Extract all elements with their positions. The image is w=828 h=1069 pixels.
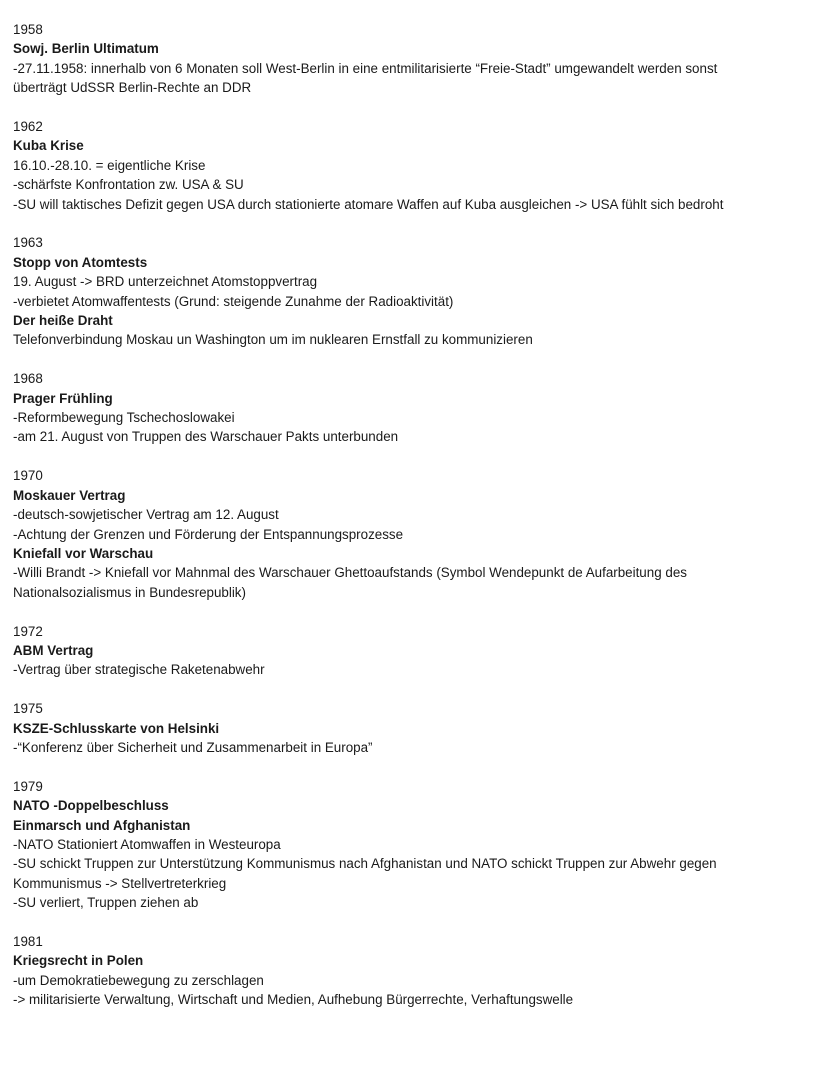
topic-title: Stopp von Atomtests	[13, 254, 148, 270]
timeline-entry	[13, 233, 813, 349]
topic-text-line: 19. August -> BRD unterzeichnet Atomstoppvertrag	[13, 274, 318, 290]
topic-text-line: -deutsch-sowjetischer Vertrag am 12. August	[13, 507, 279, 523]
entry-year: 1970	[13, 468, 43, 484]
topic-text-line: -am 21. August von Truppen des Warschauer Pakts unterbunden	[13, 429, 399, 445]
topic-title: Der heiße Draht	[13, 313, 113, 329]
topic-text-line: -SU will taktisches Defizit gegen USA durch stationierte atomare Waffen auf Kuba ausgleichen -> USA fühlt sich bedroht	[13, 196, 724, 212]
topic-text-line: Kommunismus -> Stellvertreterkrieg	[13, 875, 227, 891]
topic-title: ABM Vertrag	[13, 642, 94, 658]
entry-year: 1975	[13, 701, 43, 717]
topic-title: NATO -Doppelbeschluss	[13, 798, 169, 814]
entry-year: 1981	[13, 933, 43, 949]
timeline-entry	[13, 20, 813, 98]
topic-text-line: -SU schickt Truppen zur Unterstützung Kommunismus nach Afghanistan und NATO schickt Truppen zur Abwehr gegen	[13, 856, 717, 872]
topic-text-line: -SU verliert, Truppen ziehen ab	[13, 895, 199, 911]
topic-text-line: -NATO Stationiert Atomwaffen in Westeuropa	[13, 836, 281, 852]
timeline-entry	[13, 777, 813, 913]
topic-text-line: -um Demokratiebewegung zu zerschlagen	[13, 972, 264, 988]
topic-text-line: -> militarisierte Verwaltung, Wirtschaft und Medien, Aufhebung Bürgerrechte, Verhaftungswelle	[13, 992, 574, 1008]
entry-year: 1979	[13, 778, 43, 794]
timeline-entry	[13, 932, 813, 1010]
entry-year: 1962	[13, 119, 43, 135]
topic-text-line: Nationalsozialismus in Bundesrepublik)	[13, 584, 246, 600]
topic-title: Einmarsch und Afghanistan	[13, 817, 191, 833]
topic-text-line: überträgt UdSSR Berlin-Rechte an DDR	[13, 80, 252, 96]
topic-title: Moskauer Vertrag	[13, 487, 126, 503]
timeline-entry	[13, 117, 813, 214]
topic-text-line: -Reformbewegung Tschechoslowakei	[13, 410, 235, 426]
topic-title: Sowj. Berlin Ultimatum	[13, 41, 159, 57]
entry-year: 1972	[13, 623, 43, 639]
topic-title: KSZE-Schlusskarte von Helsinki	[13, 720, 220, 736]
timeline-entry	[13, 369, 813, 447]
topic-title: Kriegsrecht in Polen	[13, 953, 144, 969]
topic-text-line: -schärfste Konfrontation zw. USA & SU	[13, 177, 244, 193]
entry-year: 1958	[13, 22, 43, 37]
topic-text-line: -Achtung der Grenzen und Förderung der Entspannungsprozesse	[13, 526, 404, 542]
topic-text-line: Telefonverbindung Moskau un Washington um im nuklearen Ernstfall zu kommunizieren	[13, 332, 533, 348]
timeline-entry	[13, 622, 813, 680]
topic-text-line: 16.10.-28.10. = eigentliche Krise	[13, 157, 206, 173]
topic-text-line: -Willi Brandt -> Kniefall vor Mahnmal des Warschauer Ghettoaufstands (Symbol Wendepunkt de Aufarbeitung des	[13, 565, 687, 581]
timeline-entry	[13, 466, 813, 602]
topic-title: Prager Frühling	[13, 390, 113, 406]
entry-year: 1968	[13, 371, 43, 387]
timeline-entry	[13, 699, 813, 757]
topic-text-line: -Vertrag über strategische Raketenabwehr	[13, 662, 265, 678]
topic-text-line: -“Konferenz über Sicherheit und Zusammenarbeit in Europa”	[13, 739, 373, 755]
entry-year: 1963	[13, 235, 43, 251]
topic-title: Kuba Krise	[13, 138, 84, 154]
topic-text-line: -27.11.1958: innerhalb von 6 Monaten soll West-Berlin in eine entmilitarisierte “Freie-Stadt” umgewandelt werden sonst	[13, 60, 718, 76]
topic-text-line: -verbietet Atomwaffentests (Grund: steigende Zunahme der Radioaktivität)	[13, 293, 454, 309]
topic-title: Kniefall vor Warschau	[13, 545, 154, 561]
